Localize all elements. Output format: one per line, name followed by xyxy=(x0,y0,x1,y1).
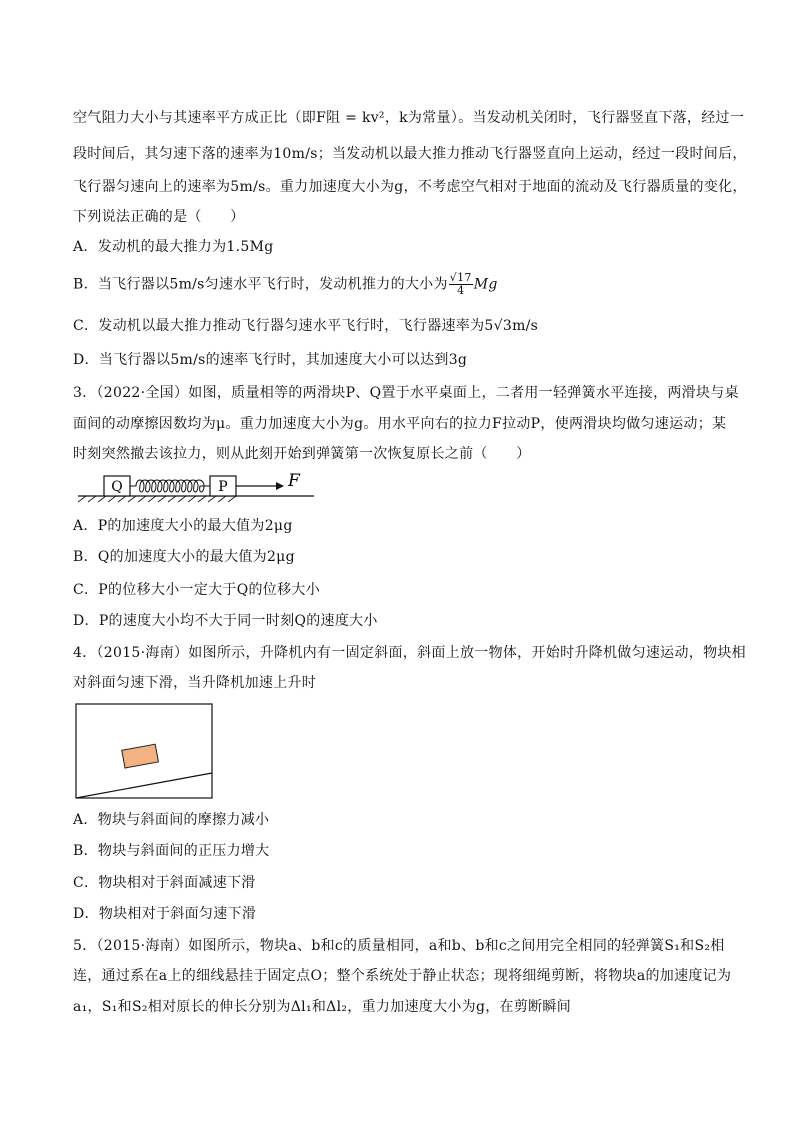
q5-line-3: a₁，S₁和S₂相对原长的伸长分别为Δl₁和Δl₂，重力加速度大小为g，在剪断瞬间 xyxy=(73,999,572,1015)
q4-option-d: D．物块相对于斜面匀速下滑 xyxy=(73,906,257,922)
q3-ground-hatching xyxy=(78,496,236,502)
q2-option-c-sqrt: √3 xyxy=(493,318,513,334)
q3-figure xyxy=(76,470,326,506)
q5-line-1: 5．（2015·海南）如图所示，物块a、b和c的质量相同，a和b、b和c之间用完全相同的轻弹簧S₁和S₂相 xyxy=(73,938,725,954)
q2-line-3: 飞行器匀速向上的速率为5m/s。重力加速度大小为g，不考虑空气相对于地面的流动及飞行器质量的变化， xyxy=(73,179,747,195)
q3-option-a: A．P的加速度大小的最大值为2μg xyxy=(73,518,293,534)
q2-option-b-text: B．当飞行器以5m/s匀速水平飞行时，发动机推力的大小为 xyxy=(73,276,448,293)
q2-option-d: D．当飞行器以5m/s的速率飞行时，其加速度大小可以达到3g xyxy=(73,352,468,368)
q3-line-1: 3．（2022·全国）如图，质量相等的两滑块P、Q置于水平桌面上，二者用一轻弹簧水平连接，两滑块与桌 xyxy=(73,385,739,401)
q2-option-b-fraction xyxy=(449,272,473,297)
q2-line-1: 空气阻力大小与其速率平方成正比（即F阻 = kv²，k为常量）。当发动机关闭时，飞行器竖直下落，经过一 xyxy=(73,110,745,126)
q3-option-c: C．P的位移大小一定大于Q的位移大小 xyxy=(73,582,321,598)
q2-option-c xyxy=(73,316,733,336)
q3-spring xyxy=(130,480,210,492)
q3-force-arrowhead xyxy=(276,482,284,490)
q4-option-a: A．物块与斜面间的摩擦力减小 xyxy=(73,812,270,828)
q2-line-4: 下列说法正确的是（ ） xyxy=(73,209,245,225)
q3-option-d: D．P的速度大小均不大于同一时刻Q的速度大小 xyxy=(73,613,378,629)
q2-option-b-unit: Mg xyxy=(473,276,498,293)
q2-option-c-unit: m/s xyxy=(512,318,539,334)
q2-option-b-denominator: 4 xyxy=(457,284,465,297)
q4-option-c: C．物块相对于斜面减速下滑 xyxy=(73,875,256,891)
q5-line-2: 连，通过系在a上的细线悬挂于固定点O；整个系统处于静止状态；现将细绳剪断，将物块a的加速度记为 xyxy=(73,968,732,984)
q3-option-b: B．Q的加速度大小的最大值为2μg xyxy=(73,549,295,565)
q3-line-2: 面间的动摩擦因数均为μ。重力加速度大小为g。用水平向右的拉力F拉动P，使两滑块均做匀速运动；某 xyxy=(73,416,727,432)
q2-option-b xyxy=(73,272,733,297)
q4-line-1: 4．（2015·海南）如图所示，升降机内有一固定斜面，斜面上放一物体，开始时升降机做匀速运动，物块相 xyxy=(73,645,746,661)
q2-option-a: A．发动机的最大推力为1.5Mg xyxy=(73,239,274,255)
q3-block-p-label: P xyxy=(218,479,228,495)
q3-force-label: F xyxy=(288,471,300,491)
q4-line-2: 对斜面匀速下滑，当升降机加速上升时 xyxy=(73,675,317,691)
q2-option-c-text: C．发动机以最大推力推动飞行器匀速水平飞行时，飞行器速率为5 xyxy=(73,318,494,334)
q4-option-b: B．物块与斜面间的正压力增大 xyxy=(73,843,270,859)
q2-line-2: 段时间后，其匀速下落的速率为10m/s；当发动机以最大推力推动飞行器竖直向上运动，经过一段时间后， xyxy=(73,146,747,162)
q3-block-q-label: Q xyxy=(111,479,123,495)
q3-line-3: 时刻突然撤去该拉力，则从此刻开始到弹簧第一次恢复原长之前（ ） xyxy=(73,446,531,462)
q4-figure xyxy=(75,703,215,800)
q2-option-b-numerator: √17 xyxy=(449,271,472,284)
